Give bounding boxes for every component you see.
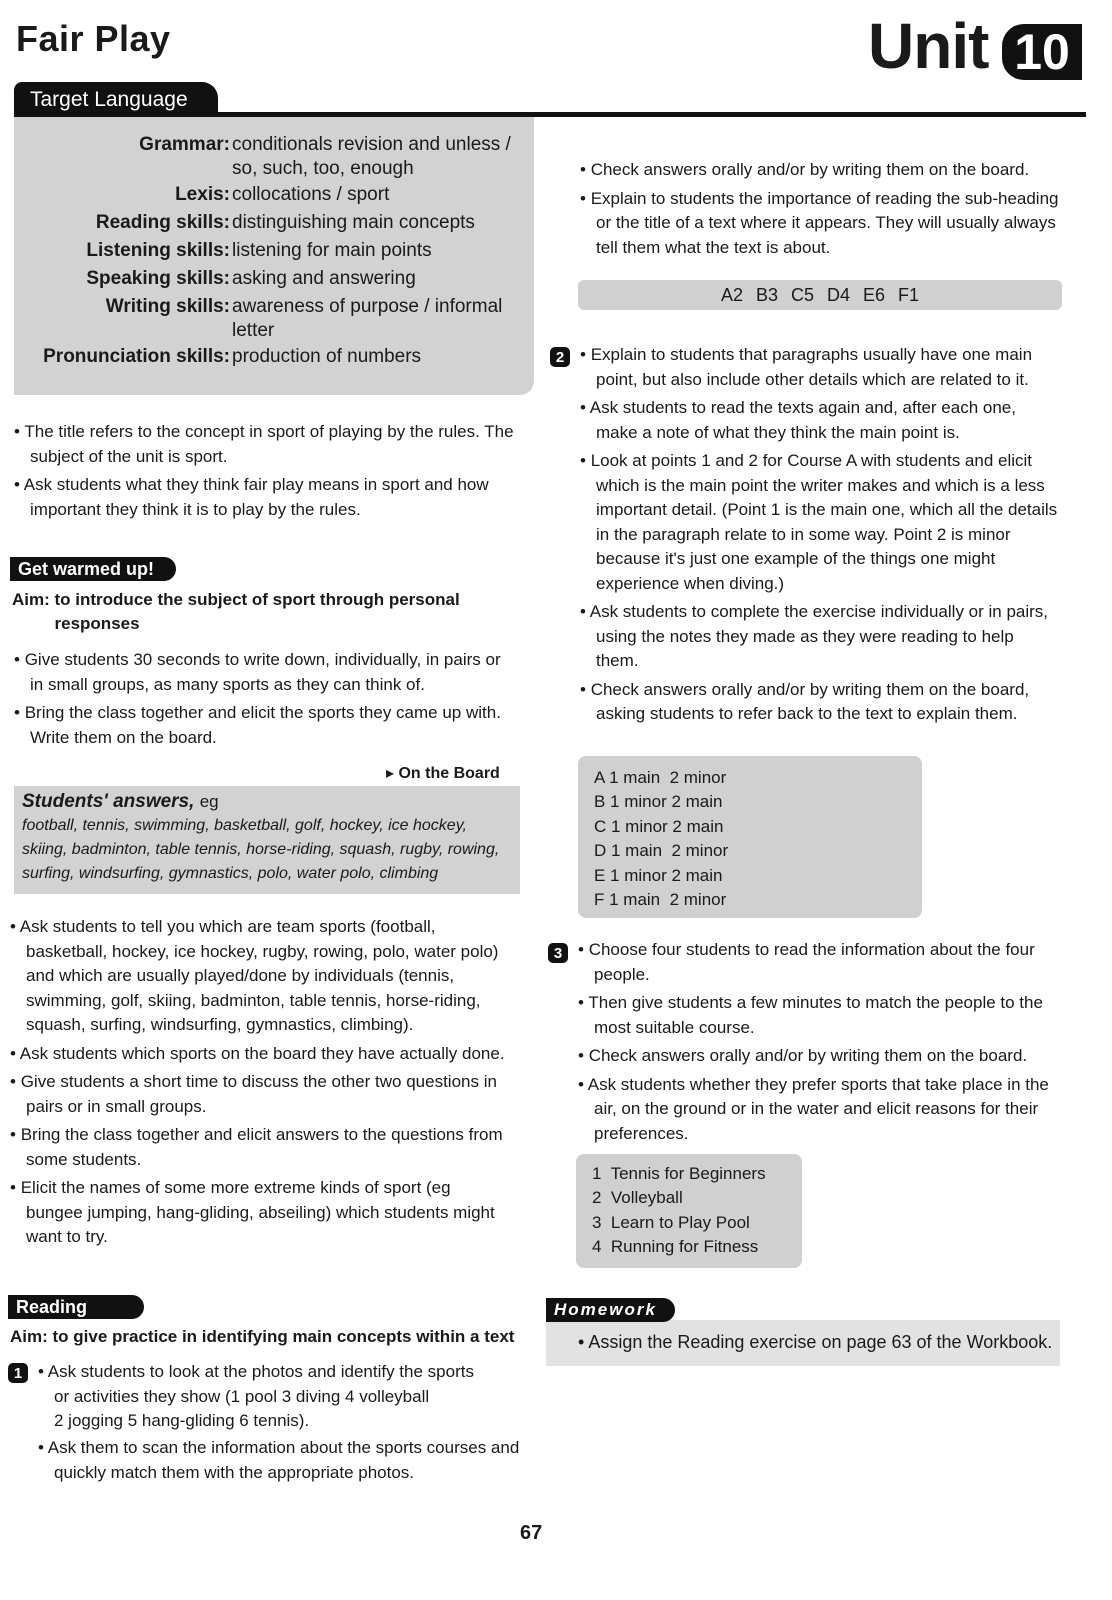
right-top-bullets: [580, 158, 1060, 264]
page-title: Fair Play: [16, 18, 171, 59]
bullet-item: • Check answers orally and/or by writing them on the board, asking students to refer back to the text to explain them.: [580, 678, 1060, 727]
bullet-item: • Explain to students that paragraphs usually have one main point, but also include other details which are related to it.: [580, 343, 1060, 392]
exercise-3-badge: 3: [548, 943, 568, 963]
bullet-item: • Bring the class together and elicit the sports they came up with. Write them on the board.: [14, 701, 514, 750]
on-the-board-box: [14, 786, 520, 894]
answer-line: 3 Learn to Play Pool: [592, 1212, 750, 1232]
bullet-item: • Elicit the names of some more extreme kinds of sport (eg bungee jumping, hang-gliding, abseiling) which students might want to try.: [10, 1176, 510, 1250]
homework-text: • Assign the Reading exercise on page 63 of the Workbook.: [578, 1332, 1053, 1352]
target-language-value: listening for main points: [232, 240, 432, 261]
target-language-value: production of numbers: [232, 346, 422, 367]
reading-aim: [10, 1325, 530, 1349]
exercise-1-bullet-2: [38, 1436, 528, 1489]
answer-line: 4 Running for Fitness: [592, 1237, 759, 1257]
unit-number-badge: 10: [1002, 24, 1082, 80]
warmup-bullets-after: [10, 915, 510, 1254]
warmup-bullets: [14, 648, 514, 754]
bullet-line: • Ask students to look at the photos and identify the sports: [38, 1362, 474, 1381]
exercise-2-badge: 2: [550, 347, 570, 367]
bullet-item: • Check answers orally and/or by writing them on the board.: [580, 158, 1060, 183]
answers-exercise-3: [576, 1154, 802, 1268]
bullet-item: • Ask students to tell you which are team sports (football, basketball, hockey, ice hockey, rugby, rowing, polo, water polo) and which are usually played/done by individuals (tennis, swimming, golf, skiing, badminton, table tennis, horse-riding, squash, surfing, windsurfing, gymnastics, climbing).: [10, 915, 510, 1038]
bullet-item: • Ask students which sports on the board they have actually done.: [10, 1042, 510, 1067]
on-the-board-text: On the Board: [398, 765, 500, 782]
board-heading-eg: eg: [199, 792, 219, 811]
aim-label: Aim:: [10, 1327, 48, 1346]
target-language-label: Listening skills:: [86, 240, 230, 261]
target-language-label: Speaking skills:: [86, 268, 230, 289]
get-warmed-up-tab: Get warmed up!: [10, 557, 176, 581]
exercise-2-bullets: [580, 343, 1060, 731]
answer-line: E 1 minor 2 main: [594, 865, 723, 885]
unit-label: Unit: [868, 10, 989, 82]
target-language-label: Writing skills:: [105, 296, 230, 317]
bullet-item: • Ask students to read the texts again and, after each one, make a note of what they think the main point is.: [580, 396, 1060, 445]
target-language-value: distinguishing main concepts: [232, 212, 475, 233]
board-text: football, tennis, swimming, basketball, golf, hockey, ice hockey, skiing, badminton, table tennis, horse-riding, squash, rugby, rowing, surfing, windsurfing, gymnastics, polo, water polo, climbing: [22, 817, 500, 882]
exercise-3-bullets: [578, 938, 1058, 1150]
bullet-line: or activities they show (1 pool 3 diving 4 volleyball: [54, 1386, 430, 1406]
bullet-item: • Bring the class together and elicit answers to the questions from some students.: [10, 1123, 510, 1172]
homework-tab: Homework: [546, 1298, 675, 1322]
target-language-label: Grammar:: [139, 134, 230, 155]
intro-bullets: [14, 420, 514, 526]
bullet-item: • The title refers to the concept in sport of playing by the rules. The subject of the unit is sport.: [14, 420, 514, 469]
exercise-1-bullet-1: [38, 1360, 528, 1434]
bullet-item: • Give students 30 seconds to write down, individually, in pairs or in small groups, as many sports as they can think of.: [14, 648, 514, 697]
bullet-item: • Ask them to scan the information about the sports courses and quickly match them with the appropriate photos.: [38, 1436, 528, 1485]
answer-line: C 1 minor 2 main: [594, 816, 724, 836]
board-heading: [22, 790, 512, 814]
target-language-box: [14, 117, 534, 395]
exercise-1-badge: 1: [8, 1363, 28, 1383]
answers-exercise-2: [578, 756, 922, 918]
answer-line: D 1 main 2 minor: [594, 841, 729, 861]
on-the-board-label: [386, 763, 500, 783]
bullet-item: • Look at points 1 and 2 for Course A with students and elicit which is the main point the writer makes and which is a less important detail. (Point 1 is the main one, which all the details in the paragraph relate to in some way. Point 2 is minor because it's just one example of the things one might experience when diving.): [580, 449, 1060, 596]
answer-line: 1 Tennis for Beginners: [592, 1164, 766, 1183]
aim-text: to introduce the subject of sport through personal responses: [54, 590, 460, 633]
answers-exercise-1: A2 B3 C5 D4 E6 F1: [578, 280, 1062, 310]
bullet-item: • Ask students whether they prefer sports that take place in the air, on the ground or in the water and elicit reasons for their preferences.: [578, 1073, 1058, 1147]
bullet-item: • Give students a short time to discuss the other two questions in pairs or in small groups.: [10, 1070, 510, 1119]
target-language-value: awareness of purpose / informal letter: [232, 296, 503, 341]
bullet-item: • Ask students what they think fair play means in sport and how important they think it is to play by the rules.: [14, 473, 514, 522]
target-language-value: conditionals revision and unless / so, such, too, enough: [232, 134, 511, 179]
aim-text: to give practice in identifying main concepts within a text: [52, 1327, 515, 1346]
warmup-aim: [12, 588, 522, 636]
bullet-item: • Choose four students to read the information about the four people.: [578, 938, 1058, 987]
target-language-value: collocations / sport: [232, 184, 390, 205]
play-arrow-icon: ▸: [386, 765, 399, 782]
page-number: 67: [520, 1522, 543, 1544]
answer-line: F 1 main 2 minor: [594, 890, 727, 910]
answer-line: 2 Volleyball: [592, 1188, 683, 1208]
board-heading-text: Students' answers,: [22, 791, 195, 812]
target-language-value: asking and answering: [232, 268, 416, 289]
target-language-label: Lexis:: [175, 184, 230, 205]
bullet-item: • Ask students to complete the exercise individually or in pairs, using the notes they made as they were reading to help them.: [580, 600, 1060, 674]
target-language-label: Reading skills:: [95, 212, 230, 233]
homework-text-content: Assign the Reading exercise on page 63 of the Workbook.: [588, 1332, 1053, 1352]
answer-line: B 1 minor 2 main: [594, 792, 723, 812]
bullet-line-text: Ask students to look at the photos and identify the sports: [47, 1362, 474, 1381]
target-language-label: Pronunciation skills:: [43, 346, 230, 367]
bullet-line: 2 jogging 5 hang-gliding 6 tennis).: [54, 1411, 310, 1430]
reading-tab: Reading: [8, 1295, 144, 1319]
bullet-item: • Explain to students the importance of reading the sub-heading or the title of a text where it appears. They will usually always tell them what the text is about.: [580, 187, 1060, 261]
target-language-tab: Target Language: [14, 82, 218, 118]
aim-label: Aim:: [12, 590, 50, 609]
bullet-item: • Check answers orally and/or by writing them on the board.: [578, 1044, 1058, 1069]
bullet-item: • Then give students a few minutes to match the people to the most suitable course.: [578, 991, 1058, 1040]
answer-line: A 1 main 2 minor: [594, 768, 727, 787]
